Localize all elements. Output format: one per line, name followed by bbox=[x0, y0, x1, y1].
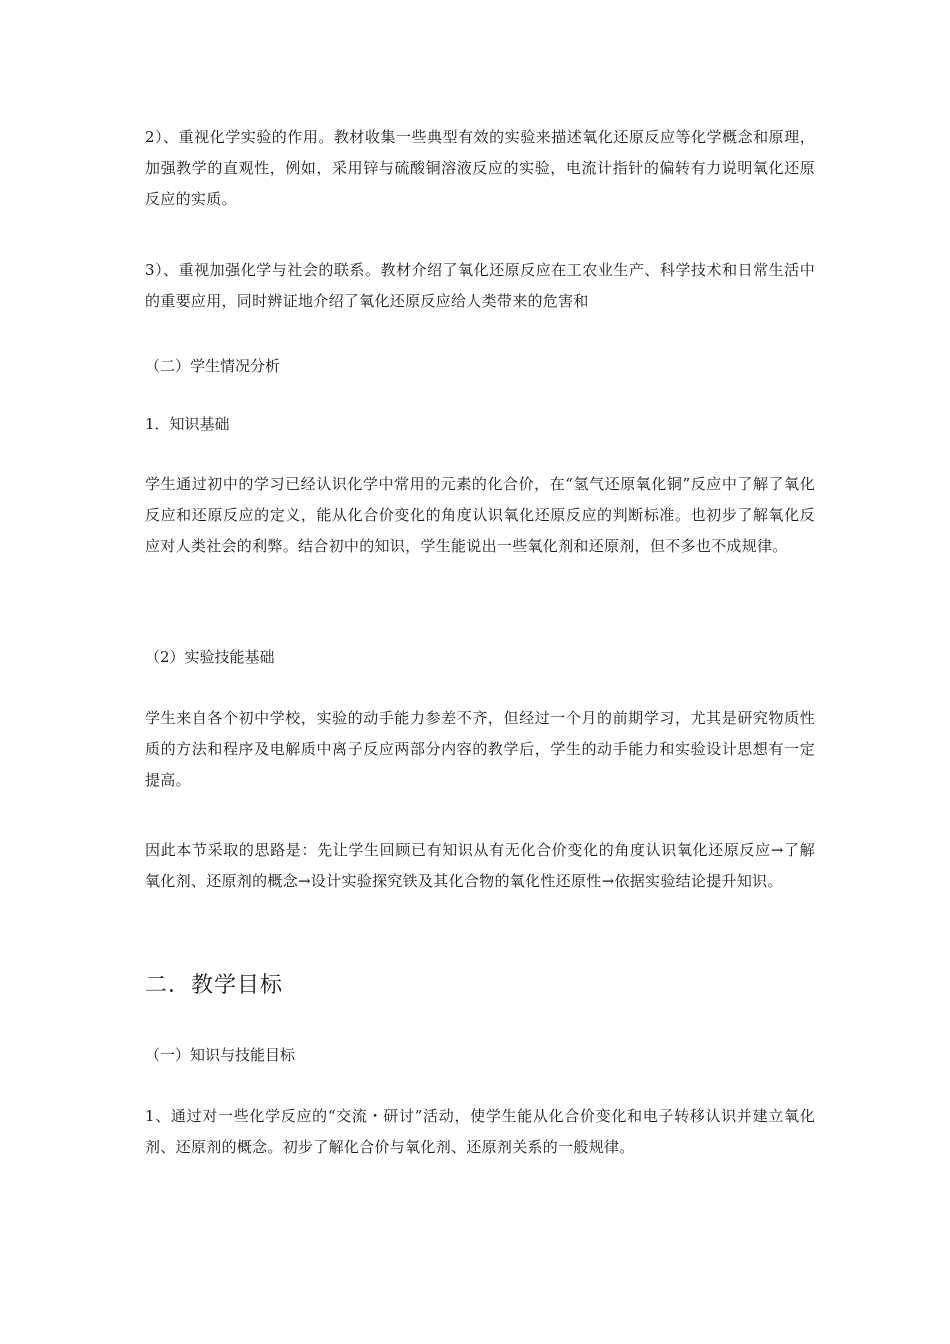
paragraph-knowledge-base: 学生通过初中的学习已经认识化学中常用的元素的化合价，在“氢气还原氧化铜”反应中了解了氧化反应和还原反应的定义，能从化合价变化的角度认识氧化还原反应的判断标准。也初步了解氧化反应对人类社会的利弊。结合初中的知识，学生能说出一些氧化剂和还原剂，但不多也不成规律。 bbox=[145, 475, 815, 555]
subheading-experiment-skills: （2）实验技能基础 bbox=[145, 648, 275, 666]
heading-teaching-goals: 二．教学目标 bbox=[145, 973, 284, 998]
subheading-knowledge-base: 1．知识基础 bbox=[145, 415, 230, 433]
paragraph-experiment-skills: 学生来自各个初中学校，实验的动手能力参差不齐，但经过一个月的前期学习，尤其是研究物质性质的方法和程序及电解质中离子反应两部分内容的教学后，学生的动手能力和实验设计思想有一定提高。 bbox=[145, 709, 815, 789]
paragraph-society-connection: 3）、重视加强化学与社会的联系。教材介绍了氧化还原反应在工农业生产、科学技术和日常生活中的重要应用，同时辨证地介绍了氧化还原反应给人类带来的危害和 bbox=[145, 261, 815, 310]
section-student-analysis: （二）学生情况分析 bbox=[145, 357, 281, 375]
paragraph-experiment-role: 2）、重视化学实验的作用。教材收集一些典型有效的实验来描述氧化还原反应等化学概念和原理，加强教学的直观性，例如，采用锌与硫酸铜溶液反应的实验，电流计指针的偏转有力说明氧化还原反应的实质。 bbox=[145, 128, 815, 208]
paragraph-teaching-approach: 因此本节采取的思路是：先让学生回顾已有知识从有无化合价变化的角度认识氧化还原反应→了解氧化剂、还原剂的概念→设计实验探究铁及其化合物的氧化性还原性→依据实验结论提升知识。 bbox=[145, 841, 815, 890]
section-knowledge-skill-goals: （一）知识与技能目标 bbox=[145, 1046, 296, 1064]
paragraph-goal-1: 1、通过对一些化学反应的“交流・研讨”活动，使学生能从化合价变化和电子转移认识并建立氧化剂、还原剂的概念。初步了解化合价与氧化剂、还原剂关系的一般规律。 bbox=[145, 1107, 815, 1156]
